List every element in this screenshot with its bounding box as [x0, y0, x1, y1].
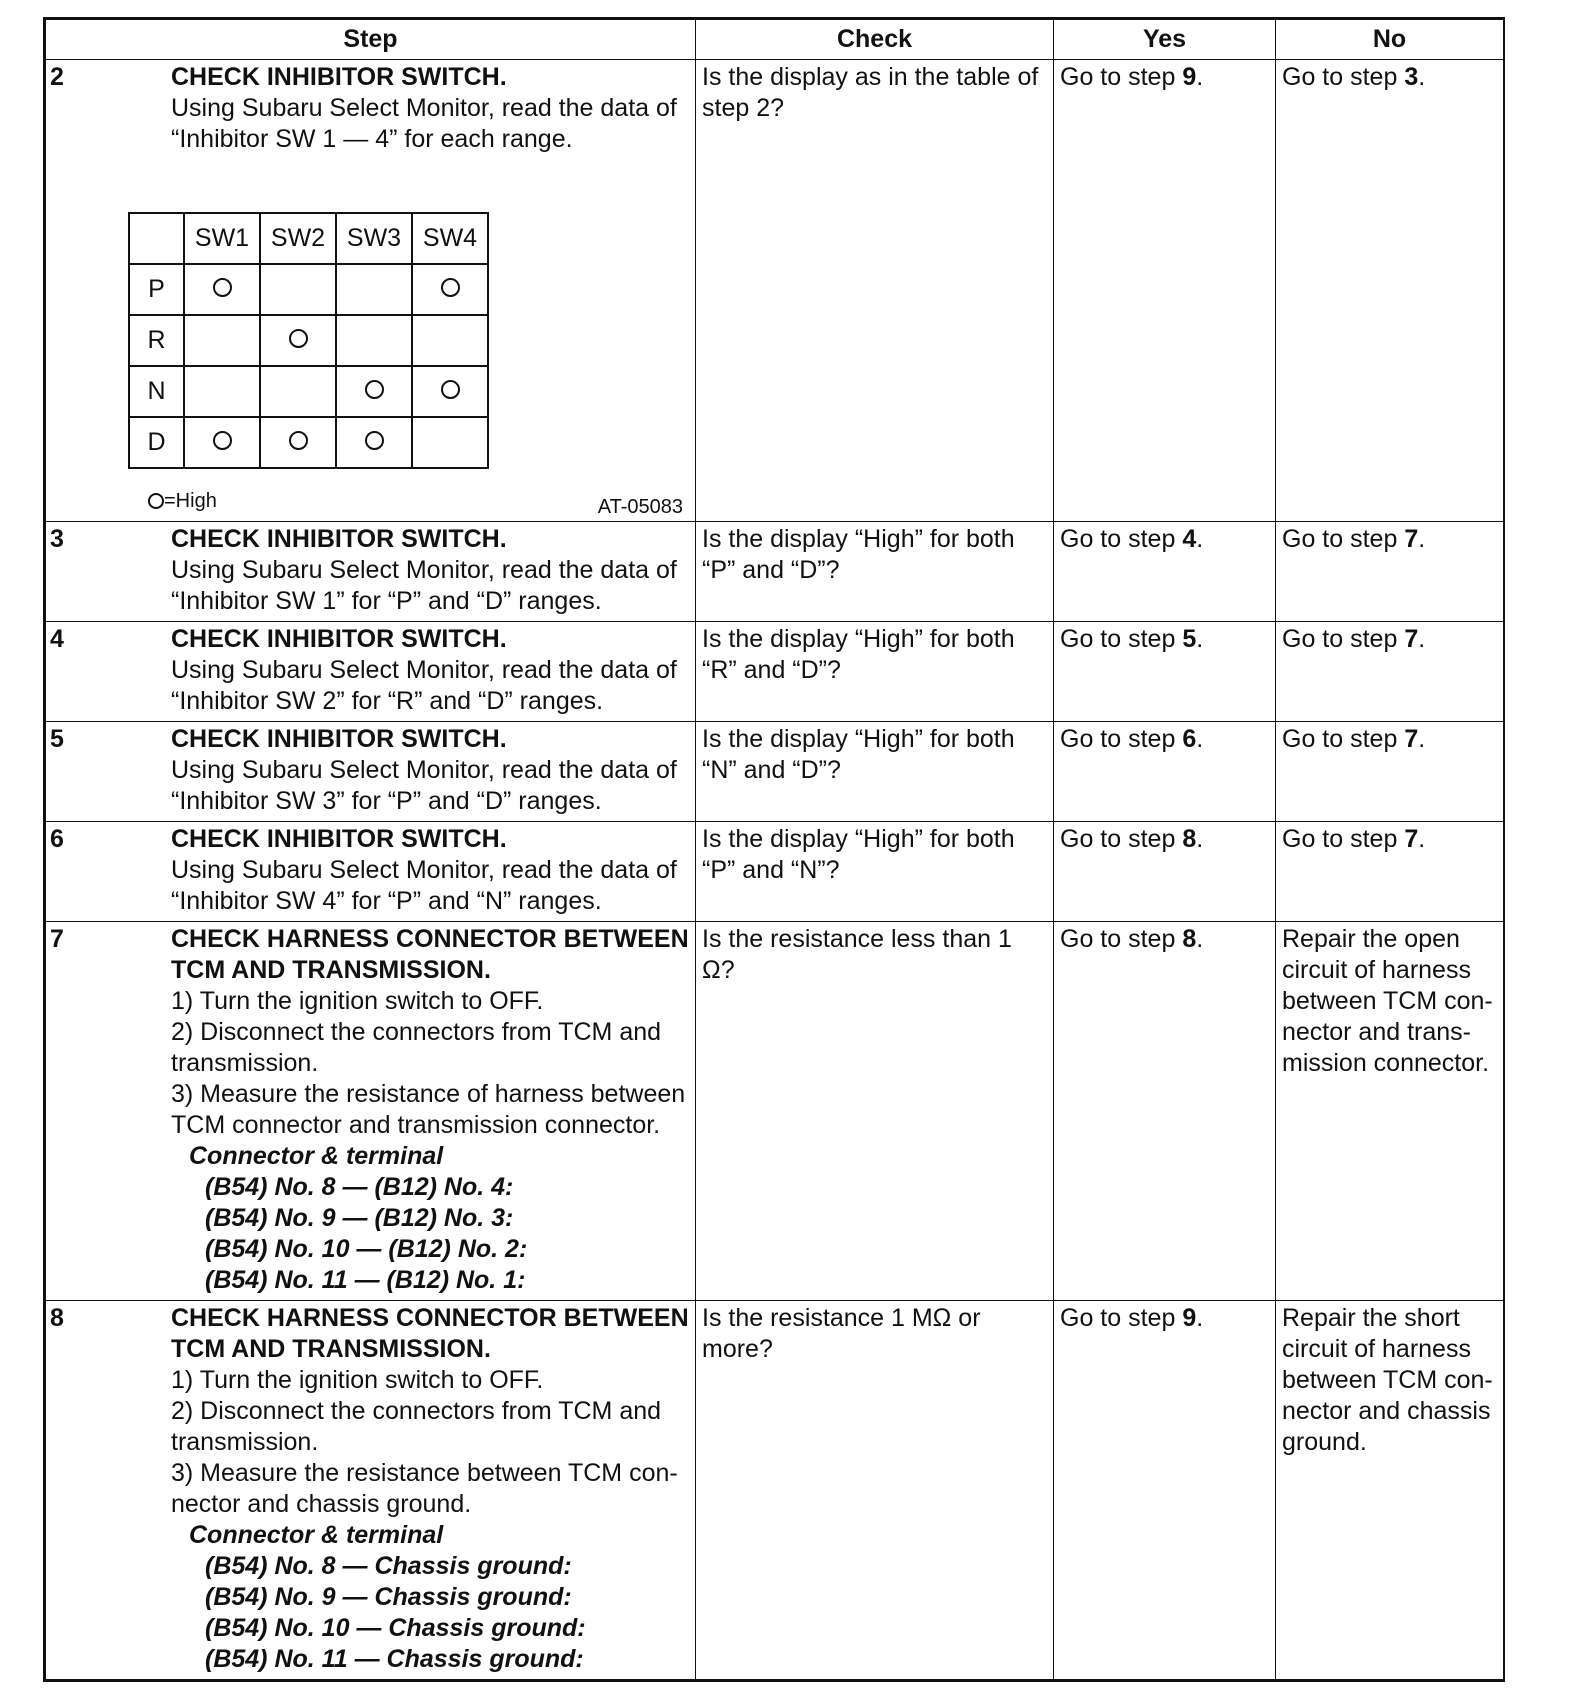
step-number: 6 — [50, 825, 64, 853]
no-cell: Go to step 7. — [1276, 822, 1504, 922]
sw-cell — [412, 417, 488, 468]
sw-cell — [336, 366, 412, 417]
table-row — [46, 822, 1504, 922]
no-cell: Go to step 7. — [1276, 722, 1504, 822]
sw-cell — [260, 417, 336, 468]
circle-icon — [213, 278, 232, 297]
header-row — [46, 20, 1504, 60]
sw-cell — [260, 366, 336, 417]
switch-table — [128, 212, 489, 469]
sw-cell — [336, 315, 412, 366]
table-row — [46, 922, 1504, 1301]
no-cell: Repair the open circuit of harness between TCM con-nector and trans-mission connector. — [1276, 922, 1504, 1301]
diagnostic-procedure-table — [43, 17, 1505, 1682]
sw-cell — [184, 315, 260, 366]
step-number: 2 — [50, 63, 64, 91]
no-cell: Go to step 3. — [1276, 60, 1504, 522]
figure-id: AT-05083 — [597, 496, 683, 518]
check-cell: Is the display “High” for both “R” and “D”? — [696, 622, 1054, 722]
check-cell: Is the display “High” for both “N” and “D”? — [696, 722, 1054, 822]
procedure-step: 3) Measure the resistance of harness between TCM connector and transmission connector. — [171, 1080, 686, 1139]
check-cell: Is the resistance 1 MΩ or more? — [696, 1301, 1054, 1680]
procedure-table — [45, 19, 1504, 1680]
step-cell — [46, 1301, 696, 1680]
legend-text: =High — [164, 490, 217, 512]
sw-cell — [336, 264, 412, 315]
sw-column-header: SW4 — [412, 213, 488, 264]
step-heading: CHECK INHIBITOR SWITCH. — [171, 725, 507, 753]
yes-cell: Go to step 5. — [1054, 622, 1276, 722]
range-label: D — [129, 417, 184, 468]
check-cell: Is the display as in the table of step 2? — [696, 60, 1054, 522]
step-number: 8 — [50, 1304, 64, 1332]
circle-icon — [289, 431, 308, 450]
step-heading: CHECK HARNESS CONNECTOR BETWEEN TCM AND TRANSMISSION. — [171, 1304, 689, 1363]
header-no: No — [1276, 20, 1504, 60]
terminal-spec: (B54) No. 8 — Chassis ground: — [205, 1552, 572, 1580]
sw-cell — [184, 264, 260, 315]
step-text: Using Subaru Select Monitor, read the data of “Inhibitor SW 3” for “P” and “D” ranges. — [171, 756, 677, 815]
sw-column-header: SW2 — [260, 213, 336, 264]
table-row — [46, 722, 1504, 822]
step-heading: CHECK INHIBITOR SWITCH. — [171, 525, 507, 553]
sw-cell — [412, 366, 488, 417]
step-cell — [46, 622, 696, 722]
switch-figure — [46, 155, 689, 517]
step-cell — [46, 922, 696, 1301]
yes-cell: Go to step 6. — [1054, 722, 1276, 822]
sw-cell — [412, 264, 488, 315]
terminal-spec: (B54) No. 11 — (B12) No. 1: — [205, 1266, 526, 1294]
procedure-step: 3) Measure the resistance between TCM con-nector and chassis ground. — [171, 1459, 678, 1518]
check-cell: Is the resistance less than 1 Ω? — [696, 922, 1054, 1301]
circle-icon — [441, 380, 460, 399]
step-text: Using Subaru Select Monitor, read the data of “Inhibitor SW 4” for “P” and “N” ranges. — [171, 856, 677, 915]
step-number: 4 — [50, 625, 64, 653]
terminal-spec: (B54) No. 9 — (B12) No. 3: — [205, 1204, 514, 1232]
procedure-step: 1) Turn the ignition switch to OFF. — [171, 987, 544, 1015]
step-heading: CHECK HARNESS CONNECTOR BETWEEN TCM AND TRANSMISSION. — [171, 925, 689, 984]
no-cell: Go to step 7. — [1276, 522, 1504, 622]
step-cell — [46, 822, 696, 922]
table-row — [46, 1301, 1504, 1680]
sw-column-header: SW3 — [336, 213, 412, 264]
circle-icon — [365, 431, 384, 450]
sw-cell — [184, 366, 260, 417]
yes-cell: Go to step 4. — [1054, 522, 1276, 622]
header-yes: Yes — [1054, 20, 1276, 60]
circle-icon — [213, 431, 232, 450]
check-cell: Is the display “High” for both “P” and “D”? — [696, 522, 1054, 622]
step-cell — [46, 722, 696, 822]
sw-cell — [260, 264, 336, 315]
no-cell: Repair the short circuit of harness between TCM con-nector and chassis ground. — [1276, 1301, 1504, 1680]
step-text: Using Subaru Select Monitor, read the data of “Inhibitor SW 1 — 4” for each range. — [171, 94, 677, 153]
yes-cell: Go to step 9. — [1054, 1301, 1276, 1680]
sw-column-header: SW1 — [184, 213, 260, 264]
check-cell: Is the display “High” for both “P” and “N”? — [696, 822, 1054, 922]
sw-cell — [336, 417, 412, 468]
step-number: 3 — [50, 525, 64, 553]
procedure-step: 2) Disconnect the connectors from TCM and transmission. — [171, 1018, 662, 1077]
table-row — [46, 60, 1504, 522]
range-label: N — [129, 366, 184, 417]
sw-cell — [260, 315, 336, 366]
step-heading: CHECK INHIBITOR SWITCH. — [171, 63, 507, 91]
step-heading: CHECK INHIBITOR SWITCH. — [171, 825, 507, 853]
terminal-spec: (B54) No. 10 — (B12) No. 2: — [205, 1235, 528, 1263]
procedure-step: 1) Turn the ignition switch to OFF. — [171, 1366, 544, 1394]
circle-icon — [365, 380, 384, 399]
step-text: Using Subaru Select Monitor, read the data of “Inhibitor SW 2” for “R” and “D” ranges. — [171, 656, 677, 715]
circle-icon — [289, 329, 308, 348]
table-row — [46, 622, 1504, 722]
header-step: Step — [46, 20, 696, 60]
header-check: Check — [696, 20, 1054, 60]
yes-cell: Go to step 9. — [1054, 60, 1276, 522]
step-number: 5 — [50, 725, 64, 753]
sw-cell — [184, 417, 260, 468]
yes-cell: Go to step 8. — [1054, 922, 1276, 1301]
terminal-spec: (B54) No. 9 — Chassis ground: — [205, 1583, 572, 1611]
procedure-step: 2) Disconnect the connectors from TCM and transmission. — [171, 1397, 662, 1456]
step-cell — [46, 522, 696, 622]
connector-title: Connector & terminal — [189, 1521, 444, 1549]
range-label: P — [129, 264, 184, 315]
terminal-spec: (B54) No. 10 — Chassis ground: — [205, 1614, 586, 1642]
step-cell — [46, 60, 696, 522]
legend — [148, 491, 217, 511]
yes-cell: Go to step 8. — [1054, 822, 1276, 922]
step-heading: CHECK INHIBITOR SWITCH. — [171, 625, 507, 653]
sw-cell — [412, 315, 488, 366]
circle-icon — [441, 278, 460, 297]
no-cell: Go to step 7. — [1276, 622, 1504, 722]
range-label: R — [129, 315, 184, 366]
terminal-spec: (B54) No. 11 — Chassis ground: — [205, 1645, 584, 1673]
circle-icon — [148, 493, 164, 509]
step-number: 7 — [50, 925, 64, 953]
terminal-spec: (B54) No. 8 — (B12) No. 4: — [205, 1173, 514, 1201]
table-row — [46, 522, 1504, 622]
connector-title: Connector & terminal — [189, 1142, 444, 1170]
step-text: Using Subaru Select Monitor, read the data of “Inhibitor SW 1” for “P” and “D” ranges. — [171, 556, 677, 615]
